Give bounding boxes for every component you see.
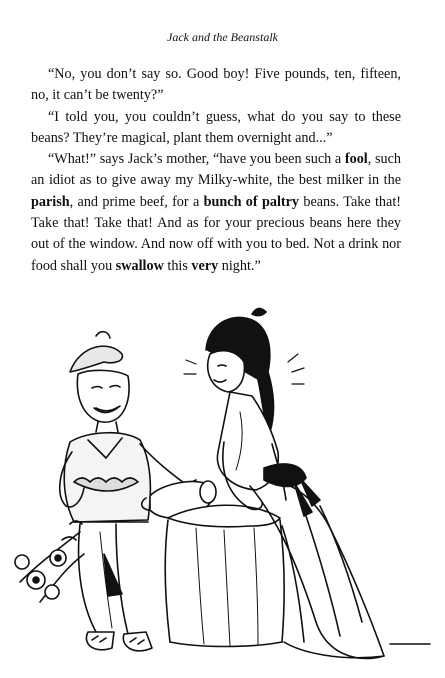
flowers-drawing [15, 521, 84, 602]
paragraph [31, 64, 401, 107]
jack-and-mother-illustration [0, 292, 445, 678]
text-run: , such an idiot as to give away my Milky-white, the best milker in the [31, 151, 401, 189]
emphasized-text: bunch of paltry [203, 193, 300, 210]
text-run: “What!” says Jack’s mother, “have you been such a [48, 151, 345, 168]
table-drawing [165, 505, 284, 646]
page-header: Jack and the Beanstalk [167, 30, 278, 44]
emphasized-text: parish [31, 193, 70, 210]
paragraph [31, 107, 401, 150]
text-run: “I told you, you couldn’t guess, what do you say to these beans? They’re magical, plant them overnight and...” [31, 108, 401, 146]
story-text [31, 64, 401, 277]
text-run: “No, you don’t say so. Good boy! Five pounds, ten, fifteen, no, it can’t be twenty?” [31, 66, 401, 104]
text-run: , and prime beef, for a [69, 193, 204, 210]
text-run: night.” [218, 257, 261, 274]
text-run: this [163, 257, 192, 274]
paragraph [31, 149, 401, 277]
emphasized-text: very [191, 257, 219, 274]
emphasized-text: swallow [115, 257, 164, 274]
emphasized-text: fool [344, 151, 368, 168]
text-run: beans. Take that! Take that! Take that! And as for your precious beans here they out of the window. And now off with you to bed. Not a drink nor food shall you [31, 193, 401, 274]
mother-figure [184, 308, 430, 658]
